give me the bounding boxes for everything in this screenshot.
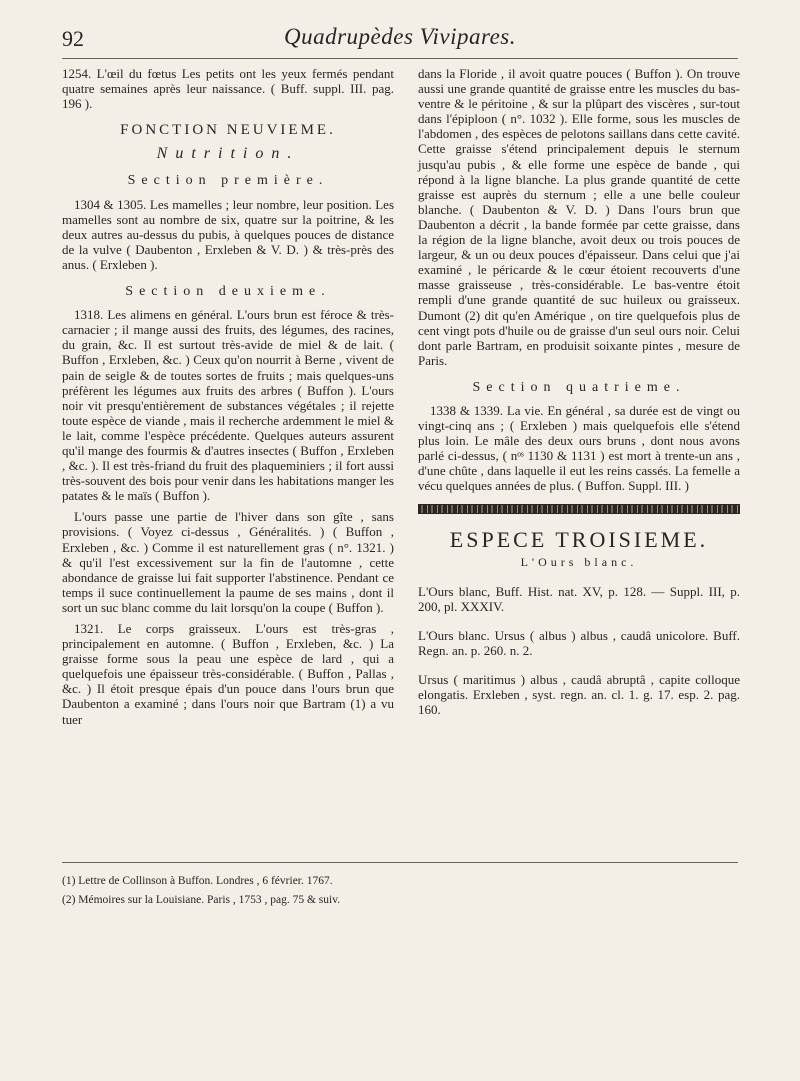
right-column	[418, 66, 740, 731]
synonymy	[418, 584, 740, 718]
footnotes	[62, 872, 738, 910]
synonym-buffon: L'Ours blanc, Buff. Hist. nat. XV, p. 128. — Suppl. III, p. 200, pl. XXXIV.	[418, 583, 740, 614]
paragraph-floride: dans la Floride , il avoit quatre pouces ( Buffon ). On trouve aussi une grande quantité de graisse entre les muscles du bas-ventre & le péritoine , & sur la plûpart des viscères , sur-tout dans l'épiploon ( n°. 1032 ). Elle forme, sous les muscles de l'abdomen , des espèces de pelotons saillans dans cette cavité. Cette graisse s'étend principalement depuis le sternum jusqu'au pubis , & elle forme une espèce de bande , qui répond à la ligne blanche. La plus grande quantité de cette graisse est auprès du sternum ; elle a une belle couleur blanche. ( Daubenton & V. D. ) Dans l'ours brun que Daubenton a décrit , la bande formée par cette graisse, dans la région de la ligne blanche, avoit deux ou trois pouces de largeur, & un ou deux pouces d'épaisseur. Dans celui que j'ai examiné , le péricarde & le cœur étoient recouverts d'une masse graisseuse , très-considérable. Le bas-ventre étoit rempli d'une grande quantité de suc huileux ou graisseux. Dumont (2) dit qu'en Amérique , on tire quelquefois plus de cent vingt pots d'huile ou de graisse d'un seul ours noir. Celui dont parle Bartram, en produisit soixante pintes , mesure de Paris.	[418, 66, 740, 368]
paragraph-1338: 1338 & 1339. La vie. En général , sa durée est de vingt ou vingt-cinq ans ; ( Erxleben ) mais quelquefois elle s'étend plus loin. Le mâle des deux ours bruns , dont nous avons parlé ci-dessus, ( nᵒˢ 1130 & 1131 ) est mort à trente-un ans , d'une chûte , dans laquelle il eut les reins cassés. La femelle a vécu quelques années de plus. ( Buffon. Suppl. III. )	[418, 402, 740, 494]
paragraph-1318: 1318. Les alimens en général. L'ours brun est féroce & très-carnacier ; il mange aussi des fruits, des légumes, des racines, du grain, &c. Il est surtout très-avide de miel & de lait. ( Buffon , Erxleben, &c. ) Ceux qu'on nourrit à Berne , vivent de pain de seigle & de toutes sortes de fruits ; mais quelques-uns préfèrent les légumes aux fruits des arbres ( Buffon ). L'ours noir vit presqu'entièrement de substances végétales ; il rejette toute espèce de viande , mais il recherche ardemment le miel & le lait, comme l'espèce précédente. Quelques auteurs assurent qu'il mange des fourmis & d'autres insectes ( Buffon , Erxleben , &c. ). Il est très-friand du fruit des plaqueminiers ; il fort aussi très-souvent des bois pour venir dans les habitations manger les patates & le maïs ( Buffon ).	[62, 307, 394, 504]
page-number: 92	[62, 26, 84, 51]
function-heading: FONCTION NEUVIEME.	[120, 122, 336, 139]
nutrition-heading: Nutrition.	[156, 145, 300, 163]
paragraph-1254: 1254. L'œil du fœtus Les petits ont les yeux fermés pendant quatre semaines après leur naissance. ( Buff. suppl. III. pag. 196 ).	[62, 66, 394, 112]
running-title: Quadrupèdes Vivipares.	[283, 24, 516, 49]
paragraph-1321: 1321. Le corps graisseux. L'ours est très-gras , principalement en automne. ( Buffon , Erxleben, &c. ) La graisse forme sous la peau une espèce de lard , qui a quelquefois une épaisseur très-considérable. ( Buffon , Pallas , &c. ) Il étoit presque épais d'un pouce dans l'ours brun que Daubenton a examiné ; dans l'ours noir que Bartram (1) a vu tuer	[62, 621, 394, 727]
footnote-1: (1) Lettre de Collinson à Buffon. Londres , 6 février. 1767.	[62, 875, 333, 887]
section-1-heading: Section première.	[127, 173, 329, 189]
ornament-rule	[418, 504, 740, 514]
synonym-linnaeus: L'Ours blanc. Ursus ( albus ) albus , caudâ unicolore. Buff. Regn. an. p. 260. n. 2.	[418, 627, 740, 658]
footnote-2: (2) Mémoires sur la Louisiane. Paris , 1753 , pag. 75 & suiv.	[62, 894, 341, 906]
header-rule	[62, 58, 738, 59]
ours-blanc-heading: L'Ours blanc.	[520, 554, 638, 569]
footnote-rule	[62, 862, 738, 863]
running-head	[62, 22, 738, 56]
synonym-erxleben: Ursus ( maritimus ) albus , caudâ abruptâ , capite colloque elongatis. Erxleben , syst. regn. an. cl. 1. g. 17. esp. 2. pag. 160.	[418, 672, 740, 718]
left-column	[62, 66, 394, 733]
section-2-heading: Section deuxieme.	[125, 284, 331, 300]
species-heading: ESPECE TROISIEME.	[449, 526, 709, 552]
paragraph-hiver: L'ours passe une partie de l'hiver dans son gîte , sans provisions. ( Voyez ci-dessus , Généralités. ) ( Buffon , Erxleben , &c. ) Comme il est naturellement gras ( n°. 1321. ) & qu'il l'est excessivement sur la fin de l'automne , cette abondance de graisse lui fait supporter l'abstinence. Pendant ce temps il suce continuellement la paume de ses mains , dont il sort un suc blanc comme du lait lorsqu'on la coupe ( Buffon ).	[62, 509, 394, 615]
section-4-heading: Section quatrieme.	[472, 379, 686, 395]
paragraph-1304: 1304 & 1305. Les mamelles ; leur nombre, leur position. Les mamelles sont au nombre de six, quatre sur la poitrine, & les deux autres au-dessus du pubis, à quelques pouces de distance de la vulve ( Daubenton , Erxleben & V. D. ) & très-près des anus. ( Erxleben ).	[62, 196, 394, 272]
